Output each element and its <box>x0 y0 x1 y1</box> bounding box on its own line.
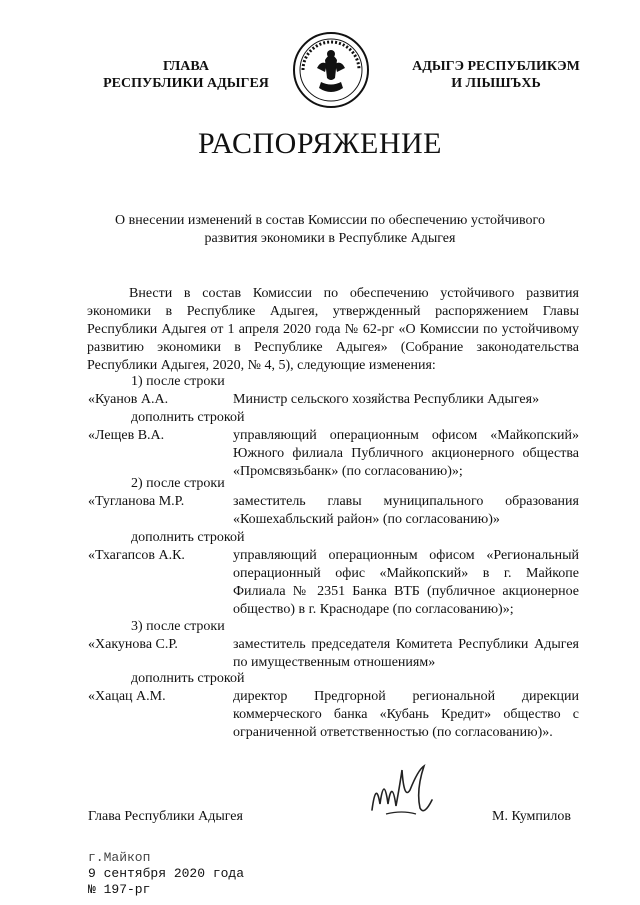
change-2-add-label: дополнить строкой <box>131 530 245 545</box>
subject-line1: О внесении изменений в состав Комиссии по обеспечению устойчивого <box>115 213 545 228</box>
change-2-step: 2) после строки <box>131 476 225 491</box>
change-2-add-name: «Тхагапсов А.К. <box>88 548 185 563</box>
header-right-line1: АДЫГЭ РЕСПУБЛИКЭМ <box>412 59 580 74</box>
subject-line2: развития экономики в Республике Адыгея <box>204 231 456 246</box>
header-left <box>86 58 286 92</box>
change-3-after-name: «Хакунова С.Р. <box>88 637 178 652</box>
header-right <box>398 58 594 92</box>
change-1-add-desc: управляющий операционным офисом «Майкопский» Южного филиала Публичного акционерного общества «Промсвязьбанк» (по согласованию)»; <box>233 428 579 479</box>
footer-date: 9 сентября 2020 года <box>88 866 245 881</box>
header-right-line2: И ЛІЫШЪХЬ <box>451 76 541 91</box>
change-1-after-name: «Куанов А.А. <box>88 392 169 407</box>
document-subject <box>100 212 560 248</box>
change-2-after-name: «Тугланова М.Р. <box>88 494 185 509</box>
change-1-after-desc: Министр сельского хозяйства Республики Адыгея» <box>233 392 540 407</box>
change-1-add-label: дополнить строкой <box>131 410 245 425</box>
adygea-coat-of-arms-icon <box>291 30 371 110</box>
intro-paragraph: Внести в состав Комиссии по обеспечению устойчивого развития экономики в Республике Адыгея, утвержденный распоряжением Главы Республики Адыгея от 1 апреля 2020 года № 62-рг «О Комиссии по устойчивому развитию экономики в Республике Адыгея» (Собрание законодательства Республики Адыгея, 2020, № 4, 5), следующие изменения: <box>87 286 579 373</box>
change-3-after-desc: заместитель председателя Комитета Республики Адыгея по имущественным отношениям» <box>233 637 579 670</box>
footer-number: № 197-рг <box>88 882 151 897</box>
header-left-line2: РЕСПУБЛИКИ АДЫГЕЯ <box>103 76 269 91</box>
change-3-step: 3) после строки <box>131 619 225 634</box>
signatory-position: Глава Республики Адыгея <box>88 809 243 824</box>
signatory-name: М. Кумпилов <box>492 809 571 824</box>
header-left-line1: ГЛАВА <box>163 59 209 74</box>
footer-city: г.Майкоп <box>88 850 151 865</box>
change-2-add-desc: управляющий операционным офисом «Региональный операционный офис «Майкопский» в г. Майкопе Филиала № 2351 Банка ВТБ (публичное акционерное общество) в г. Краснодаре (по согласованию)»; <box>233 548 579 617</box>
handwritten-signature-icon <box>366 760 436 820</box>
change-3-add-label: дополнить строкой <box>131 671 245 686</box>
document-title: РАСПОРЯЖЕНИЕ <box>197 127 443 160</box>
change-3-add-name: «Хацац А.М. <box>88 689 166 704</box>
change-3-add-desc: директор Предгорной региональной дирекции коммерческого банка «Кубань Кредит» общество с ограниченной ответственностью (по согласованию)». <box>233 689 579 740</box>
change-1-step: 1) после строки <box>131 374 225 389</box>
change-1-add-name: «Лещев В.А. <box>88 428 165 443</box>
change-2-after-desc: заместитель главы муниципального образования «Кошехабльский район» (по согласованию)» <box>233 494 579 527</box>
